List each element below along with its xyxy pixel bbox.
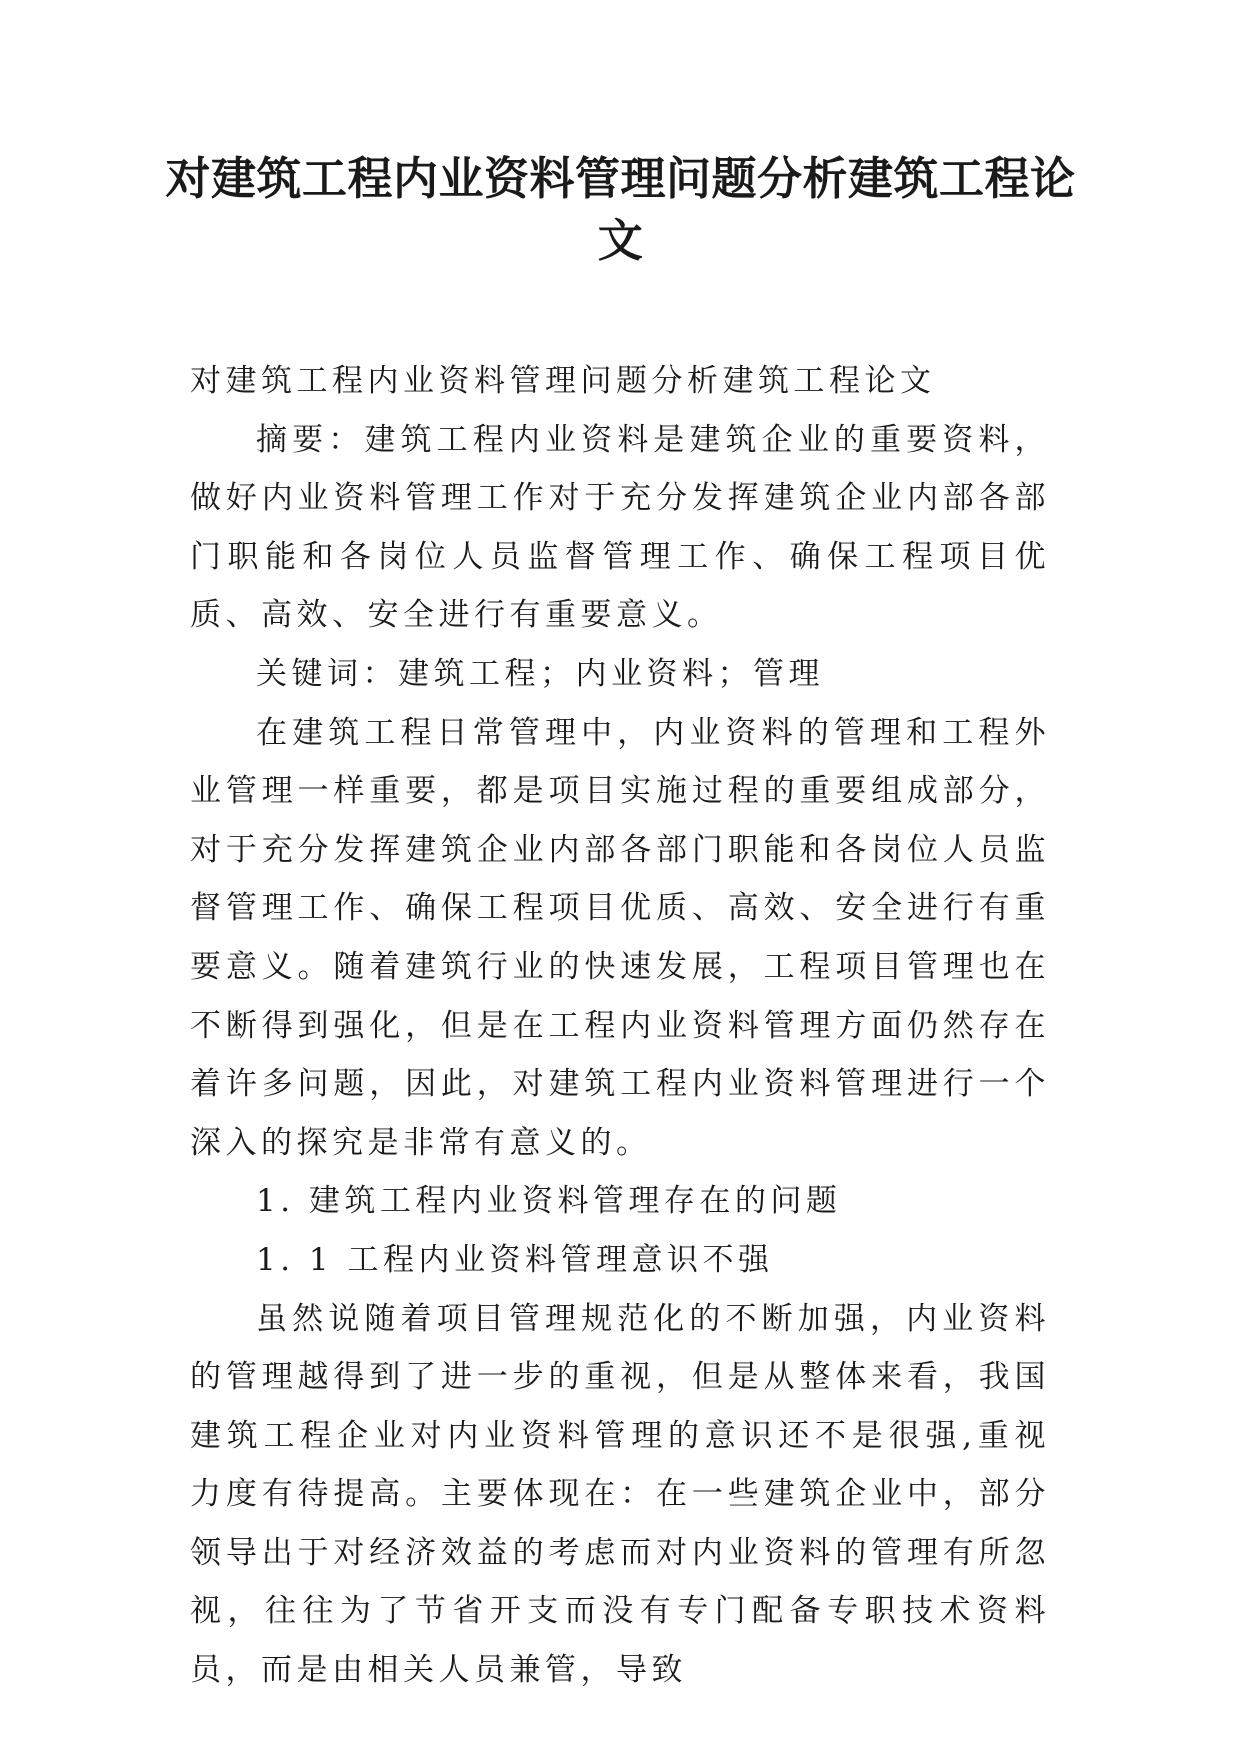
body-paragraph: 虽然说随着项目管理规范化的不断加强，内业资料的管理越得到了进一步的重视，但是从整体来看，我国建筑工程企业对内业资料管理的意识还不是很强,重视力度有待提高。主要体现在：在一些建筑企业中，部分领导出于对经济效益的考虑而对内业资料的管理有所忽视，往往为了节省开支而没有专门配备专职技术资料员，而是由相关人员兼管，导致 bbox=[190, 1300, 1050, 1689]
body-heading-line: 对建筑工程内业资料管理问题分析建筑工程论文 bbox=[190, 363, 936, 399]
subsection-heading: 1. 1 工程内业资料管理意识不强 bbox=[256, 1241, 774, 1278]
section-heading: 1. 建筑工程内业资料管理存在的问题 bbox=[256, 1183, 842, 1220]
keywords-paragraph: 关键词：建筑工程；内业资料；管理 bbox=[256, 655, 824, 692]
intro-paragraph: 在建筑工程日常管理中，内业资料的管理和工程外业管理一样重要，都是项目实施过程的重要组成部分，对于充分发挥建筑企业内部各部门职能和各岗位人员监督管理工作、确保工程项目优质、高效、安全进行有重要意义。随着建筑行业的快速发展，工程项目管理也在不断得到强化，但是在工程内业资料管理方面仍然存在着许多问题，因此，对建筑工程内业资料管理进行一个深入的探究是非常有意义的。 bbox=[190, 714, 1050, 1161]
document-body bbox=[190, 352, 1050, 1700]
abstract-paragraph: 摘要：建筑工程内业资料是建筑企业的重要资料，做好内业资料管理工作对于充分发挥建筑企业内部各部门职能和各岗位人员监督管理工作、确保工程项目优质、高效、安全进行有重要意义。 bbox=[190, 421, 1050, 634]
document-title: 对建筑工程内业资料管理问题分析建筑工程论文 bbox=[165, 152, 1076, 267]
